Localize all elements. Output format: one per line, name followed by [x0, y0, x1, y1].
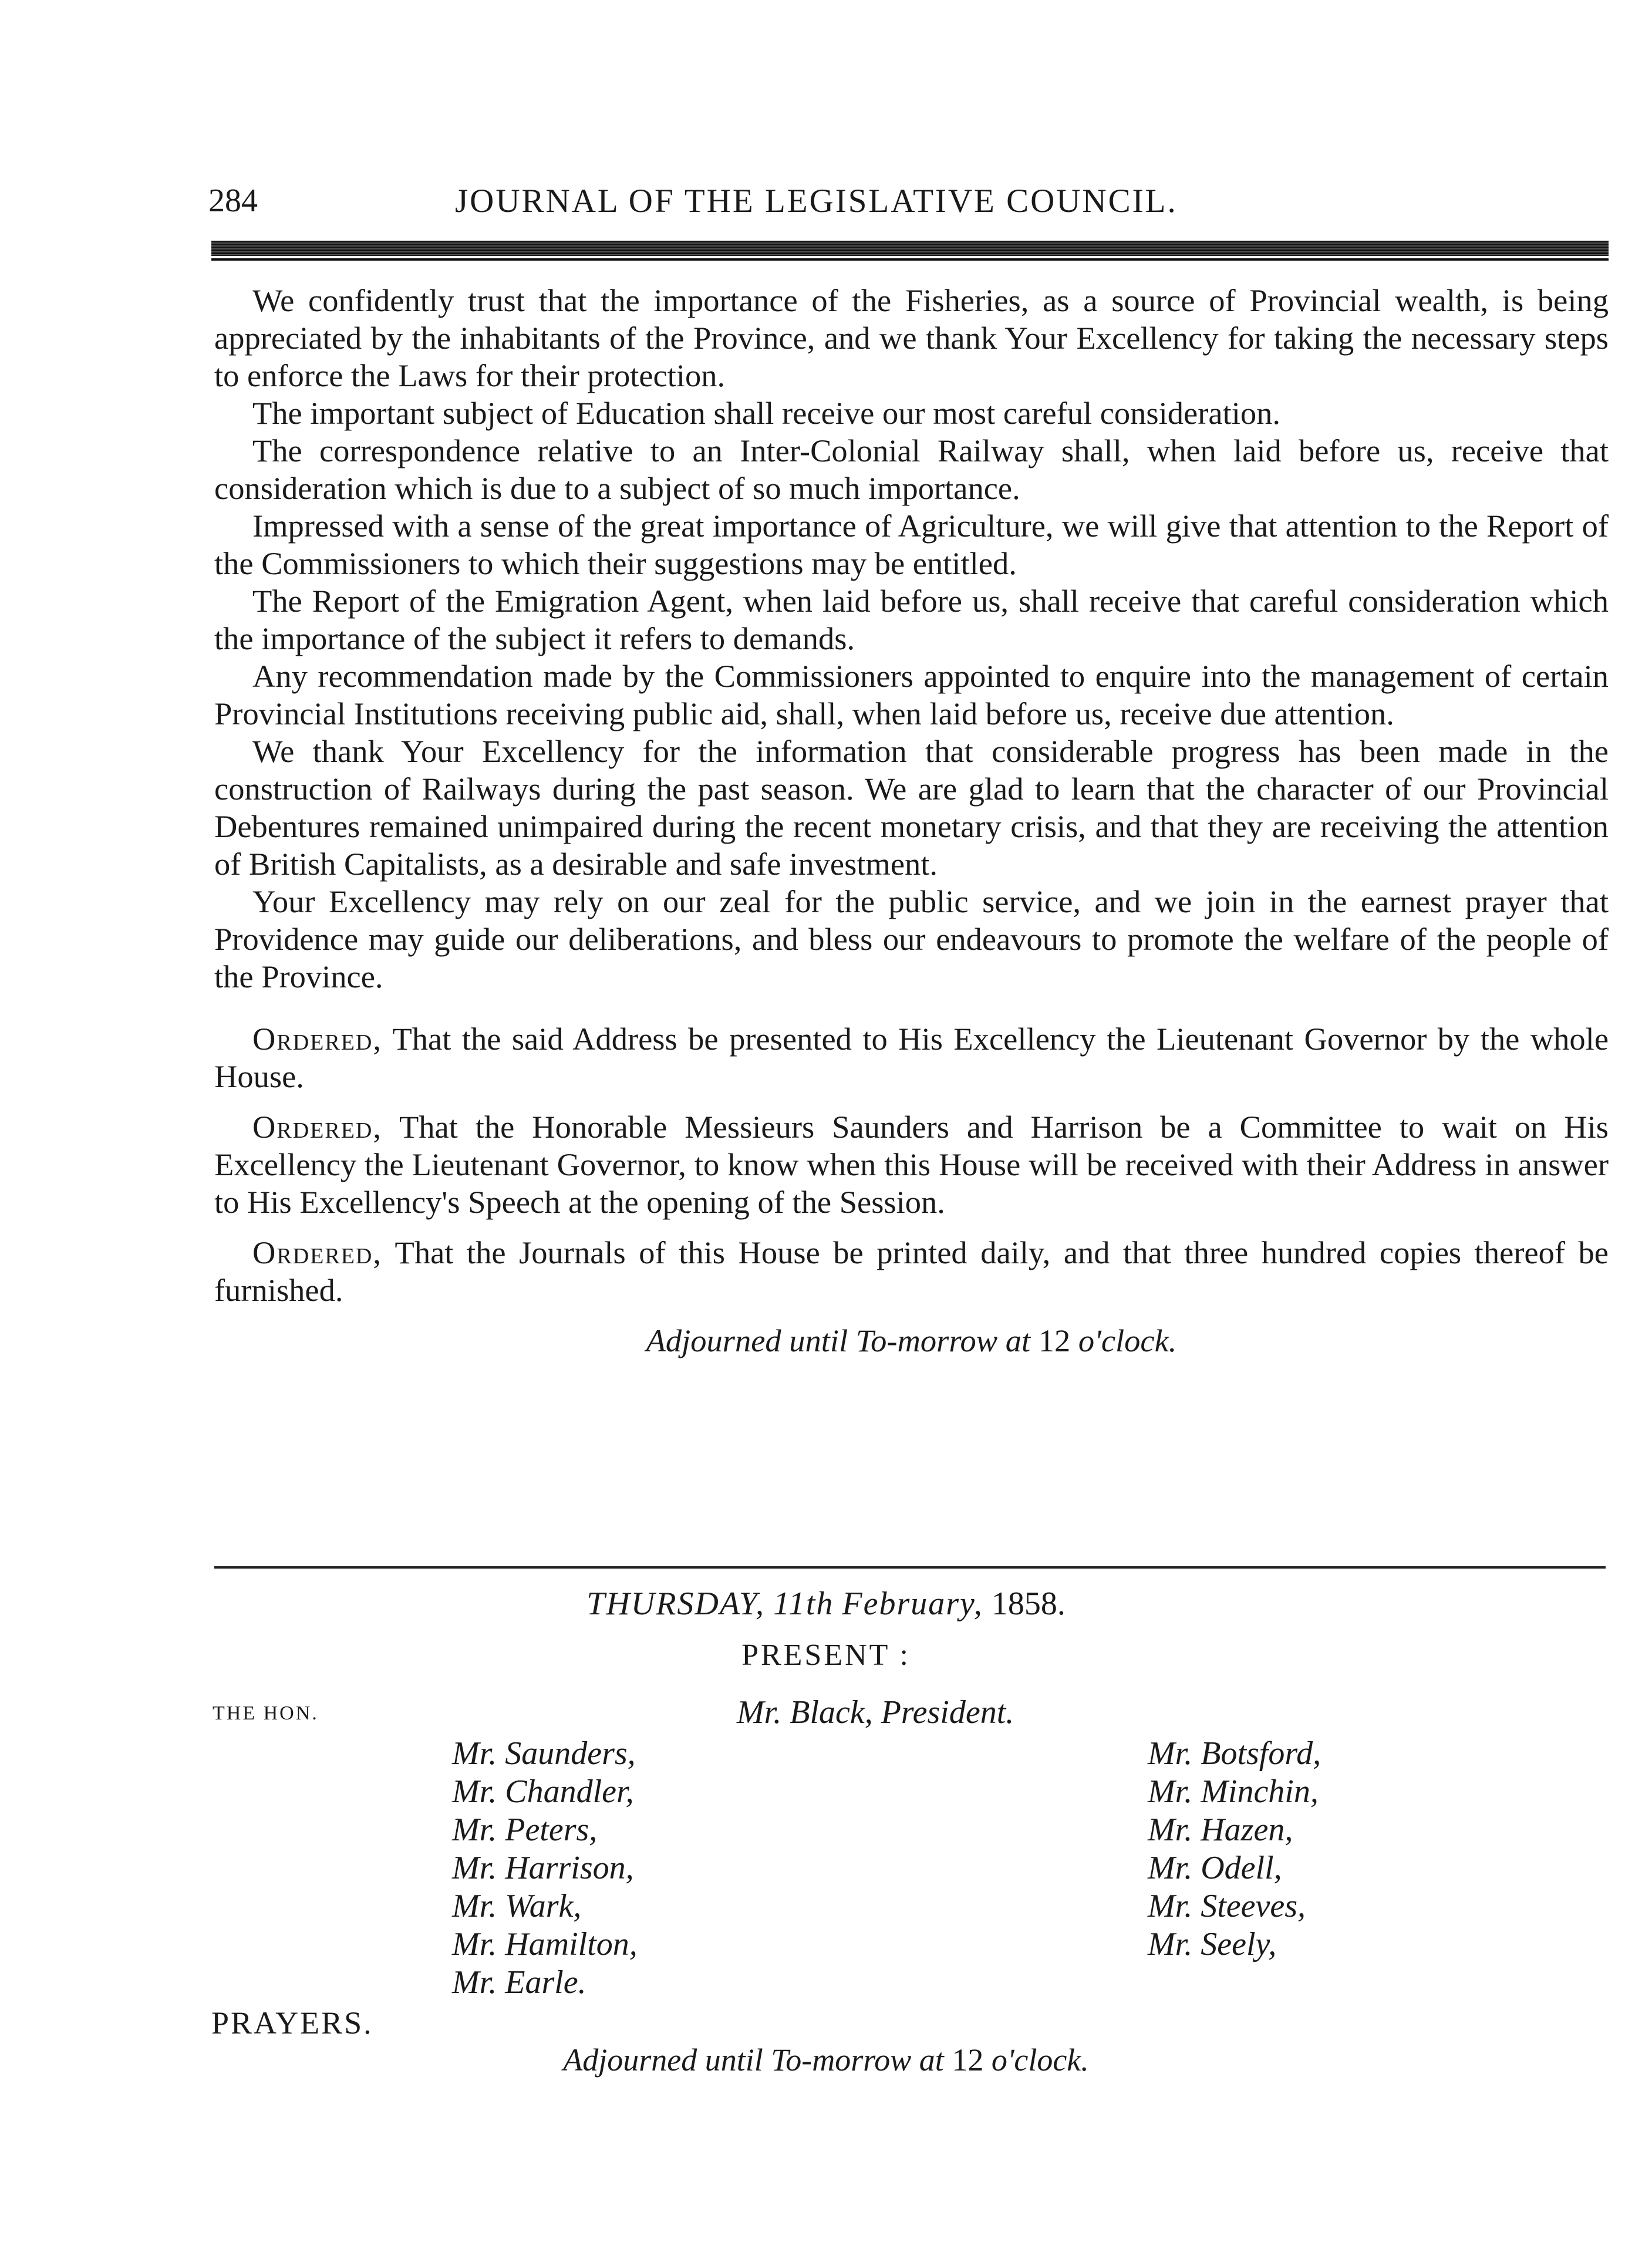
- member-name: Mr. Seely,: [1148, 1926, 1277, 1962]
- orders-block: [214, 1020, 1609, 1309]
- member-name: Mr. Earle.: [452, 1964, 586, 2001]
- order-lead: Ordered,: [252, 1235, 382, 1270]
- adjournment-suffix: o'clock.: [1078, 1323, 1177, 1358]
- sitting-year: 1858.: [991, 1586, 1066, 1622]
- order-presentation: [214, 1020, 1609, 1095]
- paragraph-railway: The correspondence relative to an Inter-Colonial Railway shall, when laid before us, receive that consideration which is due to a subject of so much importance.: [214, 433, 1609, 506]
- section-divider: [214, 1566, 1606, 1569]
- member-name: Mr. Saunders,: [452, 1735, 636, 1772]
- order-committee: [214, 1108, 1609, 1221]
- order-text: That the Honorable Messieurs Saunders and Harrison be a Committee to wait on His Excellency the Lieutenant Governor, to know when this House will be received with their Address in answer to His Excellency's Speech at the opening of the Session.: [214, 1109, 1609, 1220]
- header-rule-thin: [211, 258, 1609, 261]
- paragraph-fisheries: We confidently trust that the importance of the Fisheries, as a source of Provincial wealth, is being appreciated by the inhabitants of the Province, and we thank Your Excellency for taking the necessary steps to enforce the Laws for their protection.: [214, 282, 1609, 393]
- header-rule-thick: [211, 241, 1609, 256]
- member-name: Mr. Hamilton,: [452, 1926, 638, 1962]
- paragraph-institutions: Any recommendation made by the Commissioners appointed to enquire into the management of certain Provincial Institutions receiving public aid, shall, when laid before us, receive due attention.: [214, 658, 1609, 731]
- paragraph-agriculture: Impressed with a sense of the great importance of Agriculture, we will give that attention to the Report of the Commissioners to which their suggestions may be entitled.: [214, 508, 1609, 581]
- sitting-month: February,: [842, 1586, 983, 1622]
- member-name: Mr. Botsford,: [1148, 1735, 1321, 1772]
- order-printing: [214, 1234, 1609, 1309]
- the-hon-label: THE HON.: [213, 1702, 319, 1724]
- member-name: Mr. Steeves,: [1148, 1888, 1306, 1924]
- present-heading: PRESENT :: [741, 1638, 911, 1672]
- page-header: [208, 182, 1611, 241]
- sitting-date: [0, 1585, 1652, 1623]
- members-right-column: [1148, 1735, 1321, 1964]
- adjournment-line-2: [0, 2042, 1652, 2078]
- adjournment-hour: 12: [952, 2042, 984, 2078]
- prayers-label: PRAYERS.: [211, 2005, 373, 2041]
- page-number: 284: [208, 183, 258, 219]
- member-name: Mr. Hazen,: [1148, 1812, 1293, 1848]
- paragraph-education: The important subject of Education shall receive our most careful consideration.: [252, 395, 1280, 431]
- paragraph-emigration: The Report of the Emigration Agent, when laid before us, shall receive that careful consideration which the importance of the subject it refers to demands.: [214, 583, 1609, 656]
- member-name: Mr. Wark,: [452, 1888, 582, 1924]
- president-line: Mr. Black, President.: [737, 1694, 1014, 1731]
- member-name: Mr. Odell,: [1148, 1850, 1282, 1886]
- adjournment-line: [214, 1322, 1609, 1360]
- member-name: Mr. Chandler,: [452, 1773, 634, 1810]
- member-name: Mr. Peters,: [452, 1812, 598, 1848]
- adjournment-text: Adjourned until To-morrow at: [646, 1323, 1031, 1358]
- sitting-date-ordinal: 11th: [773, 1586, 834, 1622]
- order-text: That the said Address be presented to His Excellency the Lieutenant Governor by the whole House.: [214, 1021, 1609, 1094]
- sitting-day: THURSDAY,: [586, 1586, 765, 1622]
- order-text: That the Journals of this House be printed daily, and that three hundred copies thereof be furnished.: [214, 1235, 1609, 1308]
- address-body: [214, 282, 1609, 1360]
- paragraph-debentures: We thank Your Excellency for the information that considerable progress has been made in the construction of Railways during the past season. We are glad to learn that the character of our Provincial Debentures remained unimpaired during the recent monetary crisis, and that they are receiving the attention of British Capitalists, as a desirable and safe investment.: [214, 733, 1609, 882]
- paragraph-closing: Your Excellency may rely on our zeal for the public service, and we join in the earnest prayer that Providence may guide our deliberations, and bless our endeavours to promote the welfare of the people of the Province.: [214, 883, 1609, 994]
- adjournment-text: Adjourned until To-morrow at: [563, 2042, 944, 2078]
- running-title: JOURNAL OF THE LEGISLATIVE COUNCIL.: [455, 183, 1178, 220]
- adjournment-hour: 12: [1038, 1323, 1071, 1358]
- order-lead: Ordered,: [252, 1109, 382, 1145]
- adjournment-suffix: o'clock.: [991, 2042, 1089, 2078]
- member-name: Mr. Minchin,: [1148, 1773, 1319, 1810]
- member-name: Mr. Harrison,: [452, 1850, 634, 1886]
- members-left-column: [452, 1735, 638, 2002]
- order-lead: Ordered,: [252, 1021, 382, 1057]
